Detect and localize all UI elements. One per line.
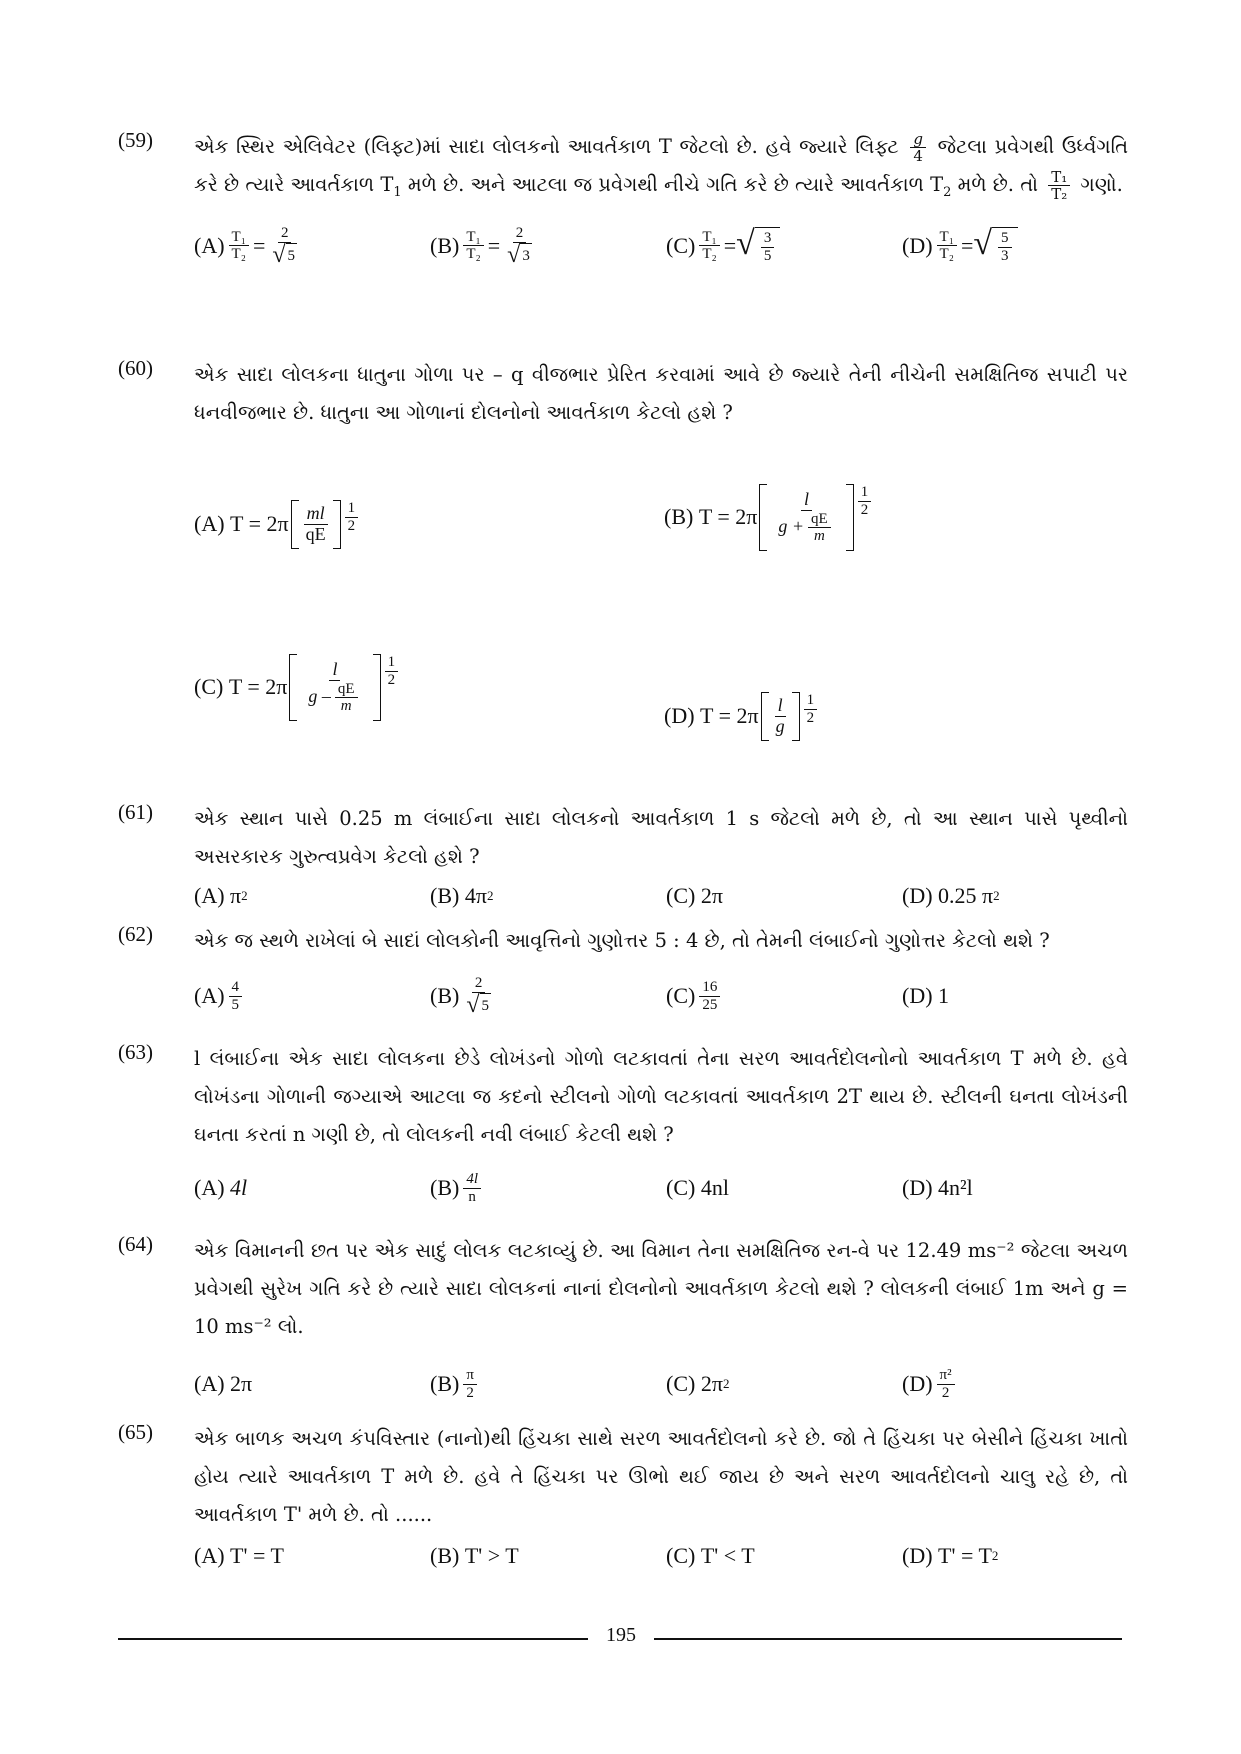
option-value: 4n²l [938,1175,973,1200]
fraction-denominator [463,993,494,1017]
fraction-denominator: 3 [1001,247,1009,264]
fraction [775,490,837,545]
exponent [385,654,399,688]
exponent [858,484,872,518]
option-value: π [230,883,242,908]
options-row [194,1534,1128,1578]
fraction [504,225,535,267]
option-label: (D) [902,1175,933,1200]
fraction-denominator: 5 [763,247,772,264]
option-c [194,654,402,721]
option-value: 4l [230,1175,248,1200]
fraction-denominator: T₂ [1051,185,1068,203]
fraction-numerator: 1 [858,484,872,502]
option-value: 2π [230,1371,253,1396]
fraction [335,681,358,715]
fraction-numerator: ml [304,504,328,525]
option-label: (D) [664,703,695,729]
option-label: (A) [194,511,225,537]
fraction-denominator: n [468,1188,476,1205]
fraction-denominator: 2 [466,1384,474,1401]
option-value: 2π [700,883,723,908]
page-number: 195 [606,1624,636,1646]
option-label: (C) [666,1543,696,1568]
fraction-numerator: l [775,696,786,717]
options-row [194,970,1128,1022]
exponent [804,692,818,726]
fraction-numerator: T₁ [699,229,719,247]
option-b [430,1534,519,1578]
fraction [463,1171,481,1205]
question-text: એક જ સ્થળે રાખેલાં બે સાદાં લોલકોની આવૃત્તિનો ગુણોત્તર 5 : 4 છે, તો તેમની લંબાઈનો ગુણોત્તર કેટલો થશે ? [194,929,1050,952]
question-text [194,128,1128,212]
option-value: 2π [700,1371,723,1396]
fraction [463,1367,477,1401]
fraction [998,230,1012,264]
question-number: (62) [118,922,153,946]
option-label: (B) [430,1371,460,1396]
question-number: (64) [118,1232,153,1256]
fraction-numerator: T₁ [229,229,249,247]
fraction [463,229,483,263]
question-text-part: એક સ્થિર એલિવેટર (લિફ્ટ)માં સાદા લોલકનો આવર્તકાળ T જેટલો છે. હવે જ્યારે લિફ્ટ [194,135,899,158]
fraction-numerator: π [463,1367,477,1385]
fraction-numerator: T₁ [463,229,483,247]
option-label: (A) [194,1371,225,1396]
question-number: (63) [118,1040,153,1064]
fraction-numerator: T₁ [937,229,957,247]
fraction [305,660,364,715]
option-label: (B) [430,1543,460,1568]
formula-lhs: T = 2π [698,504,758,530]
option-label: (B) [430,983,460,1008]
option-label: (D) [902,232,933,258]
question-text: એક સ્થાન પાસે 0.25 m લંબાઈના સાદા લોલકનો આવર્તકાળ 1 s જેટલો મળે છે, તો આ સ્થાન પાસે પૃથ્વીનો અસરકારક ગુરુત્વપ્રવેગ કેટલો હશે ? [194,807,1128,868]
option-b [430,970,498,1022]
sqrt: √ $\frac{3}{5}$ [736,227,780,264]
fraction-denominator: T₂ [231,246,246,263]
option-label: (B) [430,883,460,908]
superscript: 2 [991,1548,999,1563]
question-number: (59) [118,128,153,152]
footer-rule-right [654,1638,1122,1640]
fraction [808,511,831,545]
fraction [937,229,957,263]
question-text: એક સાદા લોલકના ધાતુના ગોળા પર – q વીજભાર પ્રેરિત કરવામાં આવે છે જ્યારે તેની નીચેની સમક્ષિતિજ સપાટી પર ધનવીજભાર છે. ધાતુના આ ગોળાનાં દોલનોનો આવર્તકાળ કેટલો હશે ? [194,363,1128,424]
fraction [761,230,775,264]
option-c [666,220,780,272]
question-text: એક બાળક અચળ કંપવિસ્તાર (નાનો)થી હિંચકા સાથે સરળ આવર્તદોલનો કરે છે. જો તે હિંચકા પર બેસીને હિંચકા ખાતો હોય ત્યારે આવર્તકાળ T મળે છે. હવે તે હિંચકા પર ઊભો થઈ જાય છે અને સરળ આવર્તદોલનો ચાલુ રહે છે, તો આવર્તકાળ T' મળે છે. તો ...... [194,1427,1128,1526]
fraction-numerator: 4l [463,1171,481,1189]
footer-rule-left [118,1638,588,1640]
option-label: (C) [666,983,696,1008]
fraction [269,225,300,267]
bracket [761,692,800,741]
option-c [666,1162,729,1214]
denominator-term: g + [778,515,805,536]
formula-lhs: T = 2π [228,674,288,700]
options-row [194,1162,1128,1214]
fraction-denominator [504,243,535,267]
question-number: (61) [118,800,153,824]
option-label: (D) [902,883,933,908]
superscript: 2 [486,888,494,903]
question-text: l લંબાઈના એક સાદા લોલકના છેડે લોખંડનો ગોળો લટકાવતાં તેના સરળ આવર્તદોલનોનો આવર્તકાળ T મળે છે. હવે લોખંડના ગોળાની જગ્યાએ આટલા જ કદનો સ્ટીલનો ગોળો લટકાવતાં આવર્તકાળ 2T થાય છે. સ્ટીલની ઘનતા લોખંડની ઘનતા કરતાં n ગણી છે, તો લોલકની નવી લંબાઈ કેટલી થશે ? [194,1047,1128,1146]
option-label: (A) [194,983,225,1008]
fraction [303,504,329,545]
question-61 [118,800,1128,916]
question-65 [118,1420,1128,1578]
option-label: (C) [666,1175,696,1200]
fraction-numerator: T₁ [1048,169,1070,187]
option-value: 4π [464,883,487,908]
fraction-numerator: 4 [229,979,243,997]
question-text-part: જેટલા પ્રવેગથી ઉર્ધ્વગતિ કરે છે ત્યારે આવર્તકાળ T [194,135,1129,196]
option-label: (C) [666,1371,696,1396]
fraction-numerator: qE [335,681,358,699]
fraction-denominator [269,243,300,267]
exponent [345,500,359,534]
fraction-numerator: 5 [998,230,1012,248]
option-value: 1 [938,983,950,1008]
question-60 [118,356,1128,432]
fraction-numerator: 3 [761,230,775,248]
fraction [463,975,494,1017]
fraction-denominator [305,681,364,715]
option-label: (A) [194,1175,225,1200]
question-text-part: મળે છે. તો [957,173,1039,196]
equals-sign: = [487,232,501,258]
option-d [902,970,949,1022]
question-text-part: મળે છે. અને આટલા જ પ્રવેગથી નીચે ગતિ કરે છે ત્યારે આવર્તકાળ T [407,173,944,196]
superscript: 2 [722,1376,730,1391]
fraction-denominator: 5 [231,996,240,1013]
sqrt: √ 3 [507,241,530,268]
option-label: (A) [194,883,225,908]
sqrt: √ $\frac{5}{3}$ [973,227,1017,264]
fraction-denominator: 2 [941,1384,950,1401]
fraction-numerator: l [329,660,340,681]
fraction-denominator: m [340,698,352,715]
fraction-denominator: qE [305,523,326,544]
option-a [194,876,248,916]
fraction-numerator: 1 [804,692,818,710]
option-a [194,1534,284,1578]
fraction-denominator: T₂ [466,246,481,263]
options-row [194,220,1128,272]
fraction-denominator: T₂ [939,246,954,263]
option-d [902,220,1018,272]
fraction-numerator: g [910,131,926,149]
question-63 [118,1040,1128,1214]
fraction [910,131,926,165]
radicand [755,227,781,264]
fraction-denominator: m [813,528,825,545]
bracket [291,500,341,549]
fraction-numerator: 2 [513,225,527,243]
fraction [699,979,720,1013]
fraction-numerator: l [801,490,812,511]
options-row [194,876,1128,916]
equals-sign: = [252,232,266,258]
fraction [773,696,788,737]
option-c [666,970,724,1022]
option-label: (C) [666,883,696,908]
fraction [229,979,243,1013]
option-label: (D) [902,1543,933,1568]
option-label: (B) [430,232,460,258]
option-d [902,1358,959,1410]
option-a [194,220,304,272]
option-b [430,220,539,272]
fraction-denominator: 2 [860,501,869,518]
fraction-denominator: 2 [806,709,815,726]
option-label: (C) [666,232,696,258]
bracket [289,654,380,721]
radicand: 5 [480,993,492,1017]
option-b [664,484,875,551]
fraction-denominator: 25 [702,996,718,1013]
fraction [229,229,249,263]
option-value: 0.25 π [938,883,994,908]
question-62 [118,922,1128,1022]
fraction-denominator: 2 [387,671,396,688]
fraction-numerator: 16 [699,979,720,997]
question-text: એક વિમાનની છત પર એક સાદું લોલક લટકાવ્યું છે. આ વિમાન તેના સમક્ષિતિજ રન-વે પર 12.49 ms⁻² જેટલા અચળ પ્રવેગથી સુરેખ ગતિ કરે છે ત્યારે સાદા લોલકનાં નાનાં દોલનોનો આવર્તકાળ કેટલો થશે ? લોલકની લંબાઈ 1m અને g = 10 ms⁻² લો. [194,1239,1128,1338]
option-d [664,692,821,741]
option-value: T' > T [464,1543,519,1568]
fraction-denominator: g [775,715,785,736]
option-a [194,1162,247,1214]
option-label: (C) [194,674,224,700]
subscript: 2 [943,184,952,200]
fraction-denominator [775,511,837,545]
option-label: (B) [664,504,694,530]
option-c [666,1534,755,1578]
option-b [430,1162,485,1214]
subscript: 1 [393,184,402,200]
option-label: (D) [902,1371,933,1396]
option-b [430,1358,481,1410]
question-64 [118,1232,1128,1410]
option-label: (D) [902,983,933,1008]
fraction-denominator: 4 [913,147,923,165]
option-value: T' < T [700,1543,755,1568]
fraction-denominator: 2 [347,517,356,534]
radicand: 5 [286,243,298,267]
fraction-numerator: 1 [385,654,399,672]
option-a [194,1358,252,1410]
option-a [194,970,246,1022]
option-d [902,1534,998,1578]
fraction-numerator: π² [937,1367,955,1385]
formula-lhs: T = 2π [230,511,289,537]
fraction-numerator: qE [808,511,831,529]
option-d [902,876,1000,916]
sqrt: √ 5 [272,241,296,268]
question-59 [118,128,1128,272]
sqrt: √ 5 [466,991,489,1018]
fraction-numerator: 1 [345,500,359,518]
option-label: (A) [194,232,225,258]
option-value: T' = T [230,1543,284,1568]
options-row [194,1358,1128,1410]
equals-sign: = [960,232,974,258]
fraction-denominator: T₂ [702,246,717,263]
option-c [666,876,723,916]
option-value: T' = T [938,1543,992,1568]
radicand [992,227,1018,264]
question-text-part: ગણો. [1080,173,1123,196]
option-d [902,1162,973,1214]
equals-sign: = [723,232,737,258]
option-label: (B) [430,1175,460,1200]
radicand: 3 [520,243,532,267]
question-number: (60) [118,356,153,380]
fraction-numerator: 2 [278,225,292,243]
denominator-term: g – [308,685,331,706]
option-a [194,500,362,549]
superscript: 2 [241,888,248,903]
formula-lhs: T = 2π [700,703,759,729]
fraction-numerator: 2 [472,975,486,993]
fraction [937,1367,955,1401]
option-c [666,1358,729,1410]
bracket [759,484,853,551]
question-number: (65) [118,1420,153,1444]
option-value: 4nl [700,1175,729,1200]
superscript: 2 [993,888,1000,903]
option-b [430,876,493,916]
fraction [1048,169,1070,203]
option-label: (A) [194,1543,225,1568]
fraction [699,229,719,263]
